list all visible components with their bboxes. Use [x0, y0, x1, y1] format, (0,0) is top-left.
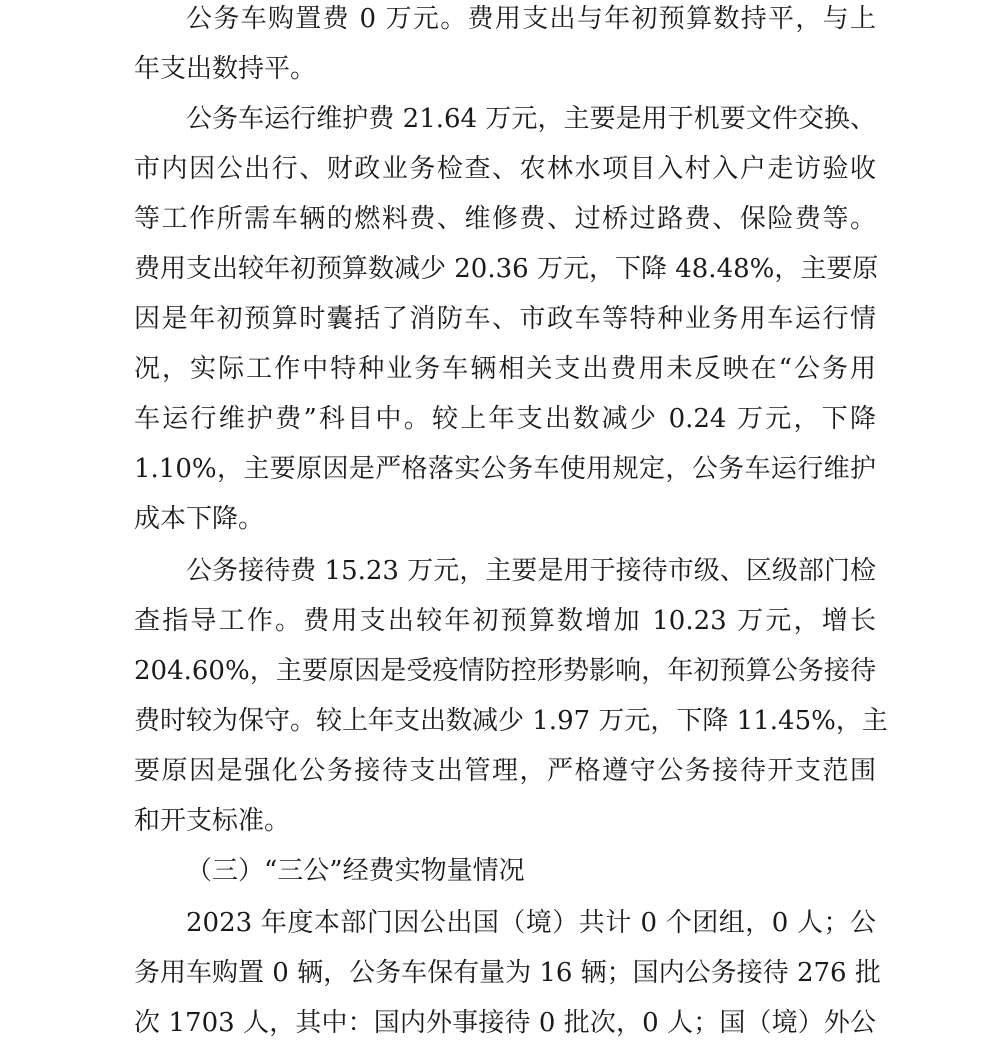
text-line: 况，实际工作中特种业务车辆相关支出费用未反映在“公务用 [134, 354, 876, 384]
text-line: 因是年初预算时囊括了消防车、市政车等特种业务用车运行情 [134, 304, 876, 334]
text-line: 次 1703 人，其中：国内外事接待 0 批次，0 人；国（境）外公 [134, 1008, 876, 1038]
text-line: 等工作所需车辆的燃料费、维修费、过桥过路费、保险费等。 [134, 204, 876, 234]
text-line: 和开支标准。 [134, 806, 291, 836]
text-line: 1.10%，主要原因是严格落实公务车使用规定，公务车运行维护 [134, 454, 876, 484]
text-line: 要原因是强化公务接待支出管理，严格遵守公务接待开支范围 [134, 756, 876, 786]
text-line: 成本下降。 [134, 504, 265, 534]
text-line: 费时较为保守。较上年支出数减少 1.97 万元，下降 11.45%，主 [134, 706, 888, 736]
text-line: 公务车购置费 0 万元。费用支出与年初预算数持平，与上 [186, 4, 876, 34]
text-line: 费用支出较年初预算数减少 20.36 万元，下降 48.48%，主要原 [134, 254, 879, 284]
text-line: 公务接待费 15.23 万元，主要是用于接待市级、区级部门检 [186, 556, 876, 586]
text-line: 务用车购置 0 辆，公务车保有量为 16 辆；国内公务接待 276 批 [134, 958, 881, 988]
text-line: 204.60%，主要原因是受疫情防控形势影响，年初预算公务接待 [134, 656, 876, 686]
text-line: 市内因公出行、财政业务检查、农林水项目入村入户走访验收 [134, 154, 876, 184]
text-line: 查指导工作。费用支出较年初预算数增加 10.23 万元，增长 [134, 606, 876, 636]
section-heading: （三）“三公”经费实物量情况 [186, 856, 525, 886]
text-line: 公务车运行维护费 21.64 万元，主要是用于机要文件交换、 [186, 104, 876, 134]
text-line: 2023 年度本部门因公出国（境）共计 0 个团组，0 人；公 [186, 908, 876, 938]
text-line: 年支出数持平。 [134, 54, 317, 84]
text-line: 车运行维护费”科目中。较上年支出数减少 0.24 万元，下降 [134, 404, 876, 434]
